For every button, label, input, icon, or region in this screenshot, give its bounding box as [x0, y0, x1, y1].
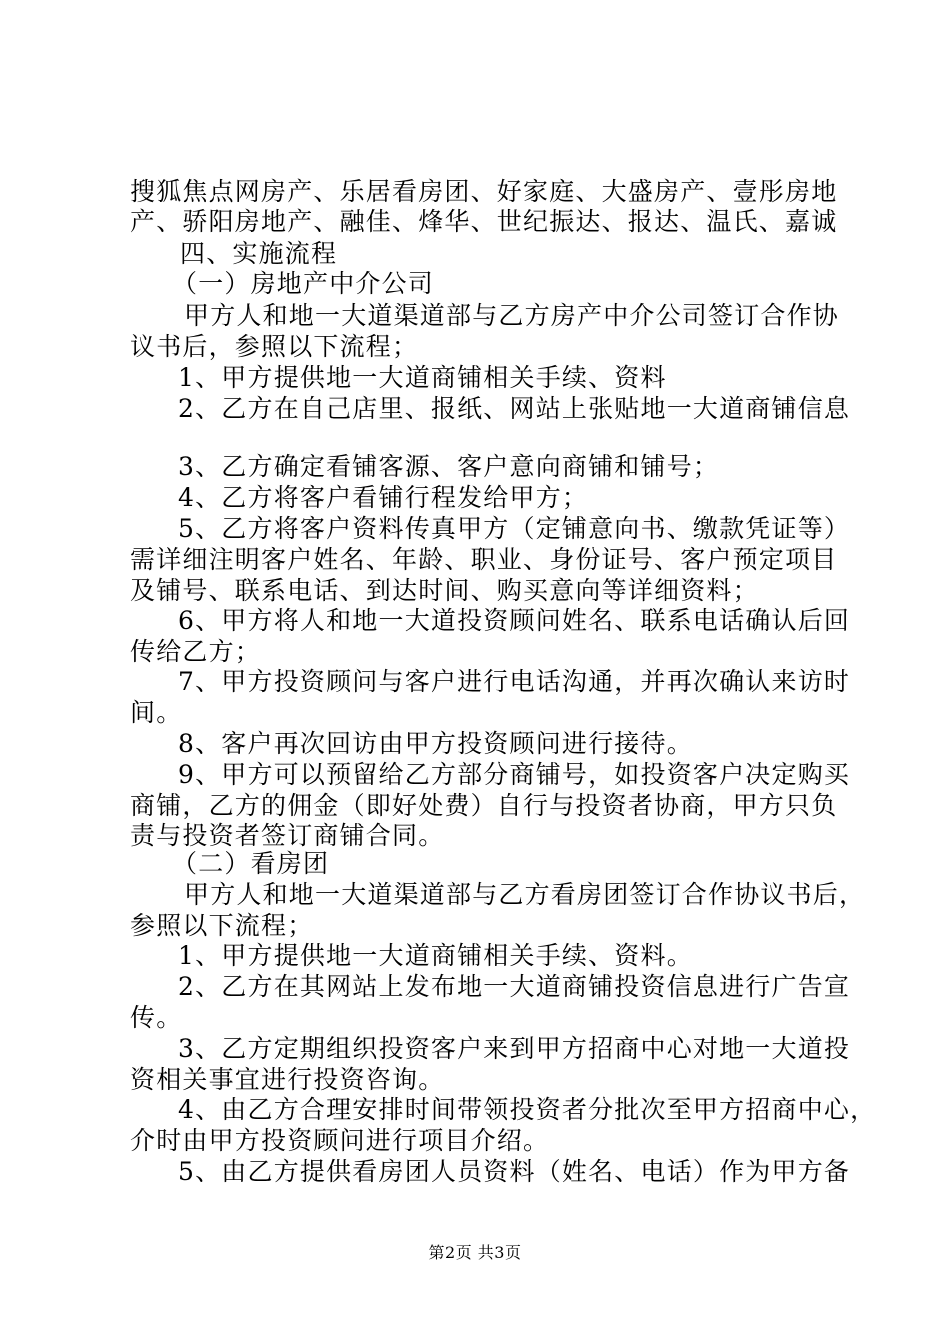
list-item: 1、甲方提供地一大道商铺相关手续、资料: [178, 363, 667, 392]
text-line: 产、骄阳房地产、融佳、烽华、世纪振达、报达、温氏、嘉诚: [130, 207, 838, 236]
list-item: 2、乙方在自己店里、报纸、网站上张贴地一大道商铺信息: [178, 394, 851, 423]
text-line: 参照以下流程；: [130, 911, 314, 940]
list-item: 4、由乙方合理安排时间带领投资者分批次至甲方招商中心，: [178, 1095, 877, 1124]
text-line: 甲方人和地一大道渠道部与乙方看房团签订合作协议书后，: [184, 880, 866, 909]
page-footer: 第2页 共3页: [428, 1243, 522, 1262]
text-line: 商铺，乙方的佣金（即好处费）自行与投资者协商，甲方只负: [130, 791, 838, 820]
list-item: 3、乙方定期组织投资客户来到甲方招商中心对地一大道投: [178, 1034, 851, 1063]
list-item: 5、乙方将客户资料传真甲方（定铺意向书、缴款凭证等）: [178, 514, 851, 543]
list-item: 4、乙方将客户看铺行程发给甲方；: [178, 483, 589, 512]
text-line: 传给乙方；: [130, 637, 262, 666]
text-line: 议书后，参照以下流程；: [130, 332, 419, 361]
text-line: 搜狐焦点网房产、乐居看房团、好家庭、大盛房产、壹彤房地: [130, 177, 838, 206]
text-line: 间。: [130, 698, 183, 727]
text-line: 资相关事宜进行投资咨询。: [130, 1065, 445, 1094]
list-item: 1、甲方提供地一大道商铺相关手续、资料。: [178, 941, 693, 970]
list-item: 6、甲方将人和地一大道投资顾问姓名、联系电话确认后回: [178, 606, 851, 635]
section-heading: 四、实施流程: [180, 239, 338, 268]
text-line: 甲方人和地一大道渠道部与乙方房产中介公司签订合作协: [184, 301, 840, 330]
subsection-heading: （一）房地产中介公司: [172, 269, 435, 298]
list-item: 7、甲方投资顾问与客户进行电话沟通，并再次确认来访时: [178, 667, 851, 696]
text-line: 及铺号、联系电话、到达时间、购买意向等详细资料；: [130, 576, 759, 605]
text-line: 传。: [130, 1003, 183, 1032]
subsection-heading: （二）看房团: [172, 849, 330, 878]
text-line: 责与投资者签订商铺合同。: [130, 821, 445, 850]
list-item: 3、乙方确定看铺客源、客户意向商铺和铺号；: [178, 452, 720, 481]
text-line: 需详细注明客户姓名、年龄、职业、身份证号、客户预定项目: [130, 545, 838, 574]
list-item: 5、由乙方提供看房团人员资料（姓名、电话）作为甲方备: [178, 1157, 851, 1186]
list-item: 9、甲方可以预留给乙方部分商铺号，如投资客户决定购买: [178, 760, 851, 789]
list-item: 8、客户再次回访由甲方投资顾问进行接待。: [178, 729, 693, 758]
list-item: 2、乙方在其网站上发布地一大道商铺投资信息进行广告宣: [178, 972, 851, 1001]
text-line: 介时由甲方投资顾问进行项目介绍。: [130, 1126, 550, 1155]
